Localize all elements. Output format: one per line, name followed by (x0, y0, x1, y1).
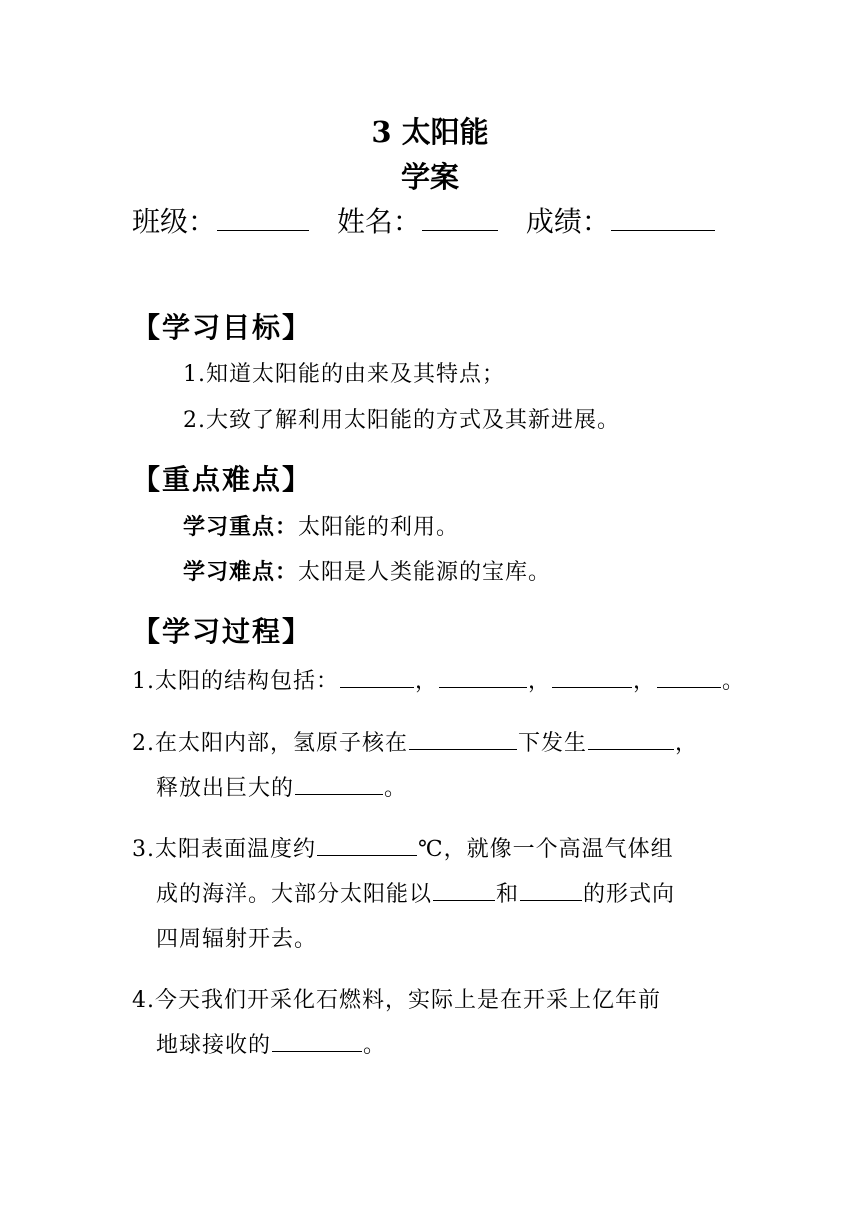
question-4-line-2 (156, 1028, 386, 1059)
q2-end: 。 (384, 776, 408, 801)
question-2-line-2 (156, 771, 407, 802)
focus-row (183, 510, 459, 541)
q1-end: 。 (722, 669, 746, 694)
q4-text: 地球接收的 (156, 1033, 272, 1058)
difficulty-row (183, 555, 551, 586)
q2-blank (588, 729, 674, 750)
class-label: 班级： (132, 205, 217, 238)
q1-blank (439, 667, 527, 688)
q3-text: ℃，就像一个高温气体组 (418, 837, 674, 862)
q3-blank (433, 880, 495, 901)
q3-text: 成的海洋。大部分太阳能以 (156, 882, 433, 907)
key-points-heading: 【重点难点】 (132, 463, 313, 496)
question-2-line-1 (132, 726, 698, 757)
question-3-line-3: 四周辐射开去。 (156, 927, 318, 952)
q3-text: 和 (496, 882, 520, 907)
question-3-line-1 (132, 832, 674, 863)
student-info-row (132, 200, 716, 240)
name-blank (422, 210, 498, 231)
page-title: 3 太阳能 (371, 115, 489, 149)
name-label: 姓名： (336, 205, 421, 238)
q2-text: 下发生 (518, 731, 588, 756)
question-4-line-1: 4.今天我们开采化石燃料，实际上是在开采上亿年前 (132, 988, 661, 1013)
page-subtitle: 学案 (400, 160, 459, 194)
score-label: 成绩： (525, 205, 610, 238)
q3-text: 的形式向 (583, 882, 676, 907)
q1-blank (340, 667, 414, 688)
q2-sep: ， (675, 731, 699, 756)
q1-blank (552, 667, 632, 688)
q2-text: 释放出巨大的 (156, 776, 295, 801)
q1-sep: ， (633, 669, 657, 694)
objectives-heading: 【学习目标】 (132, 311, 313, 344)
q3-blank (520, 880, 582, 901)
q2-blank (295, 774, 383, 795)
score-blank (611, 210, 715, 231)
question-3-line-2 (156, 877, 675, 908)
objective-item: 1.知道太阳能的由来及其特点； (183, 362, 505, 387)
objective-item: 2.大致了解利用太阳能的方式及其新进展。 (183, 408, 620, 433)
q3-blank (317, 835, 417, 856)
question-1 (132, 664, 745, 695)
q4-blank (272, 1031, 362, 1052)
q2-prompt: 2.在太阳内部，氢原子核在 (132, 731, 408, 756)
q2-blank (409, 729, 517, 750)
q1-sep: ， (528, 669, 552, 694)
q1-blank (657, 667, 721, 688)
q4-end: 。 (363, 1033, 387, 1058)
q1-sep: ， (415, 669, 439, 694)
class-blank (217, 210, 309, 231)
difficulty-label: 学习难点： (183, 559, 299, 585)
q3-prompt: 3.太阳表面温度约 (132, 837, 316, 862)
process-heading: 【学习过程】 (132, 615, 313, 648)
focus-label: 学习重点： (183, 514, 299, 540)
q1-prompt: 1.太阳的结构包括： (132, 669, 339, 694)
focus-text: 太阳能的利用。 (298, 515, 460, 540)
difficulty-text: 太阳是人类能源的宝库。 (298, 560, 552, 585)
